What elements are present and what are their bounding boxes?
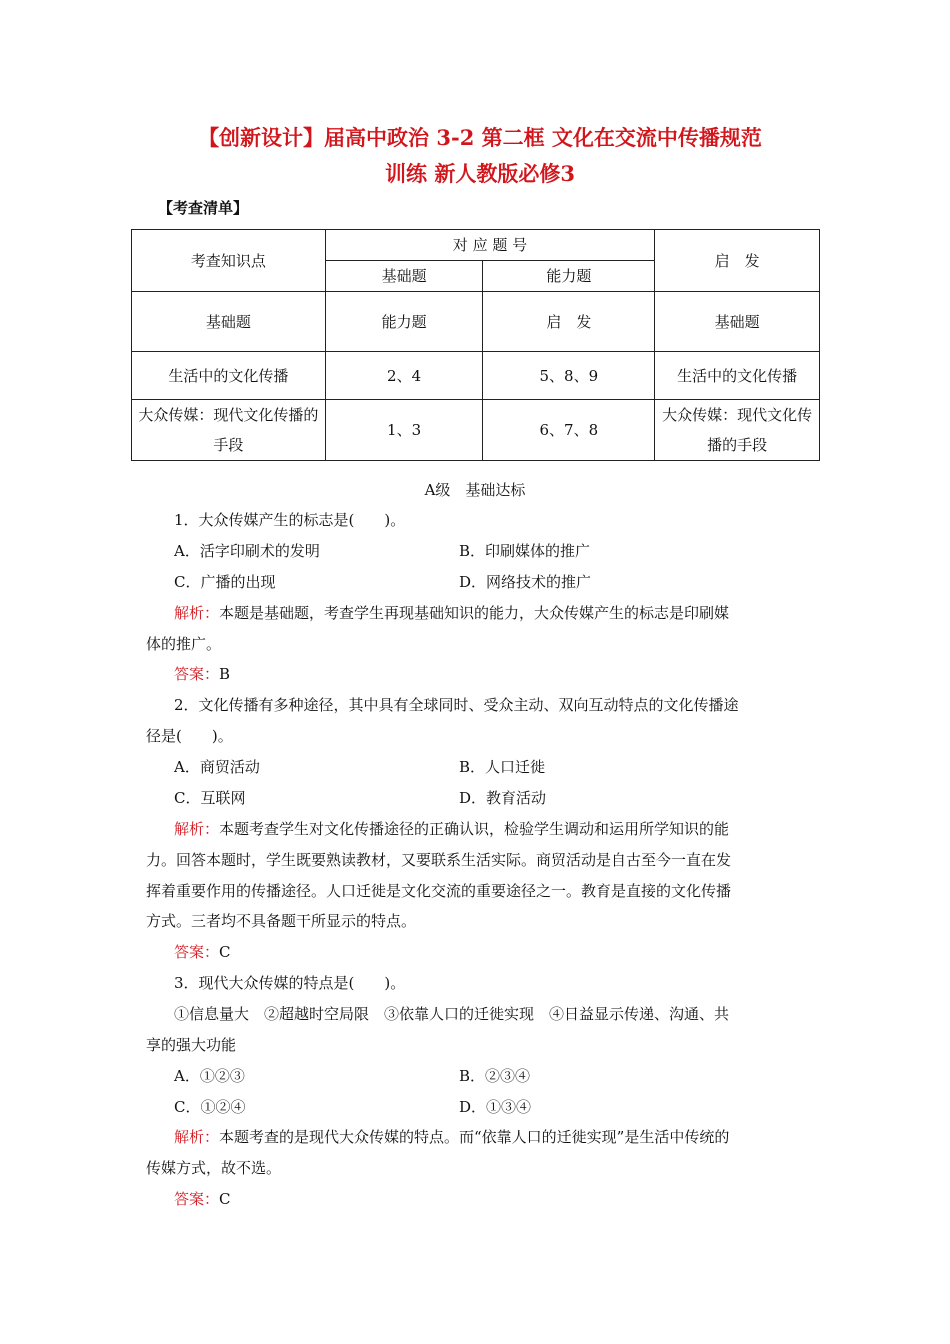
- table-cell: 生活中的文化传播: [132, 352, 326, 400]
- q3-answer: [174, 1189, 231, 1209]
- table-cell: 基础题: [132, 292, 326, 352]
- q1-stem: 1．大众传媒产生的标志是( )。: [174, 511, 406, 529]
- table-cell: 1、3: [325, 400, 483, 461]
- table-cell: 5、8、9: [483, 352, 655, 400]
- table-cell: 2、4: [325, 352, 483, 400]
- header-inspiration: 启 发: [655, 230, 820, 292]
- q3-items-line-2: 享的强大功能: [146, 1036, 237, 1054]
- q1-analysis-line: [174, 603, 729, 623]
- table-cell: 大众传媒：现代文化传播的手段: [132, 400, 326, 461]
- q2-option-c: C．互联网: [174, 789, 246, 807]
- q1-answer: [174, 664, 230, 684]
- q1-option-c: C．广播的出现: [174, 573, 276, 591]
- q2-analysis-line-2: 力。回答本题时，学生既要熟读教材，又要联系生活实际。商贸活动是自古至今一直在发: [146, 851, 732, 869]
- answer-label: 答案：: [174, 1190, 220, 1208]
- table-cell: 6、7、8: [483, 400, 655, 461]
- analysis-text: 本题考查学生对文化传播途径的正确认识，检验学生调动和运用所学知识的能: [219, 820, 730, 838]
- analysis-label: 解析：: [174, 604, 220, 622]
- q3-option-c: C．①②④: [174, 1098, 246, 1116]
- table-cell: 基础题: [655, 292, 820, 352]
- answer-label: 答案：: [174, 943, 220, 961]
- table-cell: 启 发: [483, 292, 655, 352]
- section-heading: A级 基础达标: [424, 481, 526, 499]
- table-cell: 能力题: [325, 292, 483, 352]
- q2-option-d: D．教育活动: [459, 789, 547, 807]
- answer-value: B: [219, 665, 231, 683]
- header-question-numbers: 对 应 题 号: [325, 230, 655, 261]
- table-row: [132, 292, 820, 352]
- analysis-text: 本题是基础题，考查学生再现基础知识的能力，大众传媒产生的标志是印刷媒: [219, 604, 730, 622]
- q1-option-b: B．印刷媒体的推广: [459, 542, 591, 560]
- q3-option-d: D．①③④: [459, 1098, 532, 1116]
- analysis-text: 本题考查的是现代大众传媒的特点。而“依靠人口的迁徙实现”是生活中传统的: [219, 1128, 730, 1146]
- q2-analysis-line: [174, 819, 729, 839]
- checklist-label: 【考查清单】: [158, 199, 249, 217]
- q2-answer: [174, 942, 231, 962]
- q1-option-d: D．网络技术的推广: [459, 573, 592, 591]
- q1-option-a: A．活字印刷术的发明: [174, 542, 320, 560]
- title-line-2: 训练 新人教版必修3: [385, 161, 575, 186]
- q3-analysis-line-2: 传媒方式，故不选。: [146, 1159, 282, 1177]
- answer-value: C: [219, 943, 231, 961]
- q3-items-line-1: ①信息量大 ②超越时空局限 ③依靠人口的迁徙实现 ④日益显示传递、沟通、共: [174, 1005, 730, 1023]
- table-cell: 大众传媒：现代文化传播的手段: [655, 400, 820, 461]
- q2-option-a: A．商贸活动: [174, 758, 260, 776]
- q3-analysis-line: [174, 1127, 729, 1147]
- document-title: [140, 120, 820, 192]
- q1-analysis-line-2: 体的推广。: [146, 635, 222, 653]
- header-ability: 能力题: [483, 261, 655, 292]
- q3-option-b: B．②③④: [459, 1067, 531, 1085]
- table-row: [132, 400, 820, 461]
- answer-value: C: [219, 1190, 231, 1208]
- q2-stem-line-1: 2．文化传播有多种途径，其中具有全球同时、受众主动、双向互动特点的文化传播途: [174, 696, 739, 714]
- knowledge-table: [131, 229, 820, 461]
- analysis-label: 解析：: [174, 820, 220, 838]
- header-basic: 基础题: [325, 261, 483, 292]
- q2-analysis-line-3: 挥着重要作用的传播途径。人口迁徙是文化交流的重要途径之一。教育是直接的文化传播: [146, 882, 732, 900]
- q3-option-a: A．①②③: [174, 1067, 245, 1085]
- header-knowledge-point: 考查知识点: [132, 230, 326, 292]
- q2-analysis-line-4: 方式。三者均不具备题干所显示的特点。: [146, 912, 417, 930]
- q2-stem-line-2: 径是( )。: [146, 727, 233, 745]
- q2-option-b: B．人口迁徙: [459, 758, 546, 776]
- title-line-1: 【创新设计】届高中政治 3-2 第二框 文化在交流中传播规范: [198, 125, 762, 150]
- table-cell: 生活中的文化传播: [655, 352, 820, 400]
- answer-label: 答案：: [174, 665, 220, 683]
- table-row: [132, 352, 820, 400]
- q3-stem: 3．现代大众传媒的特点是( )。: [174, 974, 406, 992]
- analysis-label: 解析：: [174, 1128, 220, 1146]
